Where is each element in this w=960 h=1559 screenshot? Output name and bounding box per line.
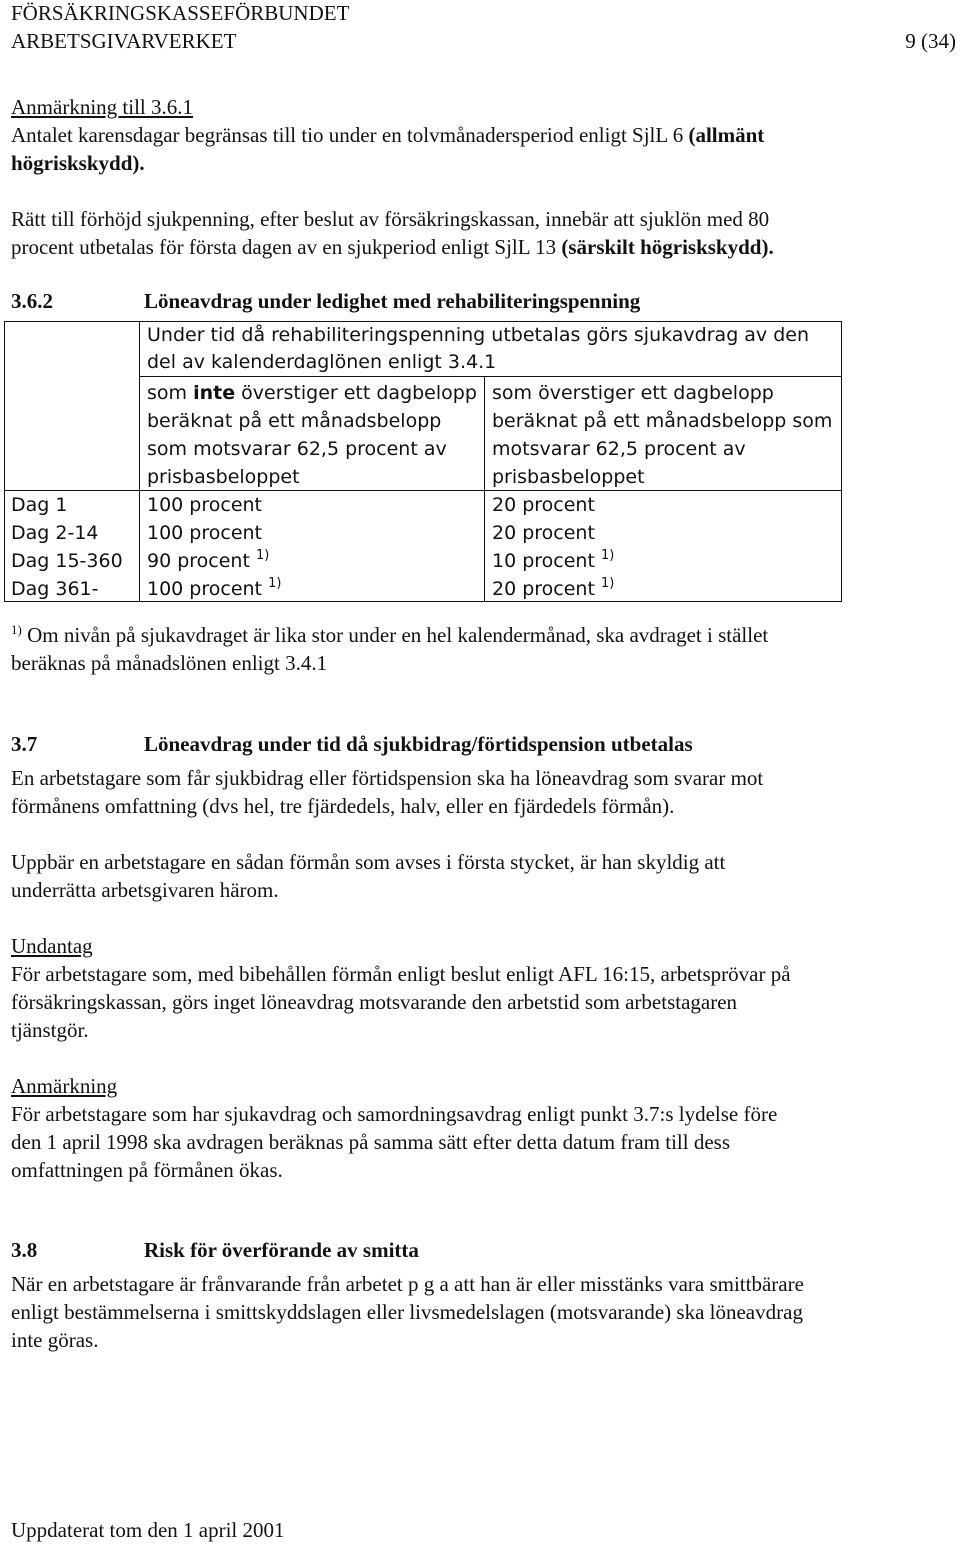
row-col1-value: 100 procent [147, 578, 263, 600]
col2-header-line1: som överstiger ett dagbelopp [492, 382, 774, 404]
exception-line3: tjänstgör. [11, 1018, 89, 1042]
row-col2-note: 1) [600, 548, 615, 563]
row-col2-note: 1) [600, 576, 615, 591]
rehab-deduction-table [4, 321, 842, 602]
col1-header-pre: som [147, 382, 194, 404]
exception-line1: För arbetstagare som, med bibehållen förmån enligt beslut enligt AFL 16:15, arbetsprövar på [11, 962, 791, 986]
exception-heading: Undantag [11, 934, 93, 958]
section-362-number: 3.6.2 [11, 289, 53, 313]
para-hojd-line2 [11, 233, 774, 261]
table-vline-2 [484, 376, 485, 602]
row-col1 [147, 491, 262, 519]
footnote-line1 [11, 621, 768, 649]
col2-header-line4: prisbasbeloppet [492, 466, 645, 488]
row-col1-value: 100 procent [147, 522, 263, 544]
sec37-p1-line2: förmånens omfattning (dvs hel, tre fjärdedels, halv, eller en fjärdedels förmån). [11, 794, 675, 818]
row-col2 [492, 547, 614, 575]
row-day: Dag 361- [11, 578, 99, 600]
para-hojd-line2-bold: (särskilt högriskskydd). [561, 235, 774, 259]
page-number: 9 (34) [905, 29, 956, 53]
sec37-p2-line1: Uppbär en arbetstagare en sådan förmån som avses i första stycket, är han skyldig att [11, 850, 726, 874]
row-col1-value: 100 procent [147, 494, 263, 516]
section-37-number: 3.7 [11, 732, 38, 756]
para-hojd-line1: Rätt till förhöjd sjukpenning, efter beslut av försäkringskassan, innebär att sjuklön med 80 [11, 207, 770, 231]
footnote-line1-text: Om nivån på sjukavdraget är lika stor under en hel kalendermånad, ska avdraget i stället [21, 623, 769, 647]
footnote-line2: beräknas på månadslönen enligt 3.4.1 [11, 651, 328, 675]
section-38-title: Risk för överförande av smitta [144, 1238, 419, 1262]
note-361-line1-bold: (allmänt [688, 123, 765, 147]
remark-line3: omfattningen på förmånen ökas. [11, 1158, 283, 1182]
section-38-number: 3.8 [11, 1238, 38, 1262]
sec37-p1-line1: En arbetstagare som får sjukbidrag eller förtidspension ska ha löneavdrag som svarar mot [11, 766, 764, 790]
row-col1 [147, 575, 281, 603]
col1-header-line1 [147, 379, 477, 407]
row-day: Dag 2-14 [11, 522, 99, 544]
footer-updated: Uppdaterat tom den 1 april 2001 [11, 1518, 285, 1542]
row-day: Dag 1 [11, 494, 68, 516]
sec38-line2: enligt bestämmelserna i smittskyddslagen eller livsmedelslagen (motsvarande) ska löneavdrag [11, 1300, 803, 1324]
note-361-heading: Anmärkning till 3.6.1 [11, 95, 193, 119]
note-361-line1 [11, 121, 764, 149]
table-intro-line2: del av kalenderdaglönen enligt 3.4.1 [147, 351, 497, 373]
section-37-title: Löneavdrag under tid då sjukbidrag/förtidspension utbetalas [144, 732, 693, 756]
col2-header-line3: motsvarar 62,5 procent av [492, 438, 746, 460]
note-361-line2: högriskskydd). [11, 151, 145, 175]
sec37-p2-line2: underrätta arbetsgivaren härom. [11, 878, 279, 902]
para-hojd-line2-text: procent utbetalas för första dagen av en sjukperiod enligt SjlL 13 [11, 235, 557, 259]
row-col1 [147, 547, 269, 575]
sec38-line1: När en arbetstagare är frånvarande från arbetet p g a att han är eller misstänks vara smittbärare [11, 1272, 804, 1296]
remark-line1: För arbetstagare som har sjukavdrag och samordningsavdrag enligt punkt 3.7:s lydelse före [11, 1102, 778, 1126]
row-col2 [492, 491, 595, 519]
col1-header-post: överstiger ett dagbelopp [235, 382, 477, 404]
exception-line2: försäkringskassan, görs inget löneavdrag motsvarande den arbetstid som arbetstagaren [11, 990, 738, 1014]
row-day: Dag 15-360 [11, 550, 123, 572]
section-362-title: Löneavdrag under ledighet med rehabiliteringspenning [144, 289, 641, 313]
row-col1-value: 90 procent [147, 550, 250, 572]
row-col1 [147, 519, 262, 547]
row-col2-value: 20 procent [492, 494, 595, 516]
note-361-line1-text: Antalet karensdagar begränsas till tio under en tolvmånadersperiod enligt SjlL 6 [11, 123, 684, 147]
table-hline-1 [139, 376, 842, 377]
remark-line2: den 1 april 1998 ska avdragen beräknas på samma sätt efter detta datum fram till dess [11, 1130, 731, 1154]
row-col1-note: 1) [268, 576, 282, 591]
col1-header-line3: som motsvarar 62,5 procent av [147, 438, 447, 460]
row-col2-value: 20 procent [492, 578, 595, 600]
table-hline-2 [4, 490, 842, 491]
org-name-line2: ARBETSGIVARVERKET [11, 29, 237, 53]
table-vline-1 [139, 321, 140, 602]
row-col2 [492, 519, 595, 547]
row-col2-value: 20 procent [492, 522, 595, 544]
org-name-line1: FÖRSÄKRINGSKASSEFÖRBUNDET [11, 1, 350, 25]
col1-header-bold: inte [193, 382, 236, 404]
remark-heading: Anmärkning [11, 1074, 118, 1098]
col1-header-line2: beräknat på ett månadsbelopp [147, 410, 442, 432]
row-col2 [492, 575, 614, 603]
footnote-marker: 1) [11, 622, 22, 637]
table-intro-line1: Under tid då rehabiliteringspenning utbetalas görs sjukavdrag av den [147, 324, 810, 346]
row-col1-note: 1) [255, 548, 270, 563]
col2-header-line2: beräknat på ett månadsbelopp som [492, 410, 833, 432]
sec38-line3: inte göras. [11, 1328, 99, 1352]
col1-header-line4: prisbasbeloppet [147, 466, 300, 488]
row-col2-value: 10 procent [492, 550, 595, 572]
